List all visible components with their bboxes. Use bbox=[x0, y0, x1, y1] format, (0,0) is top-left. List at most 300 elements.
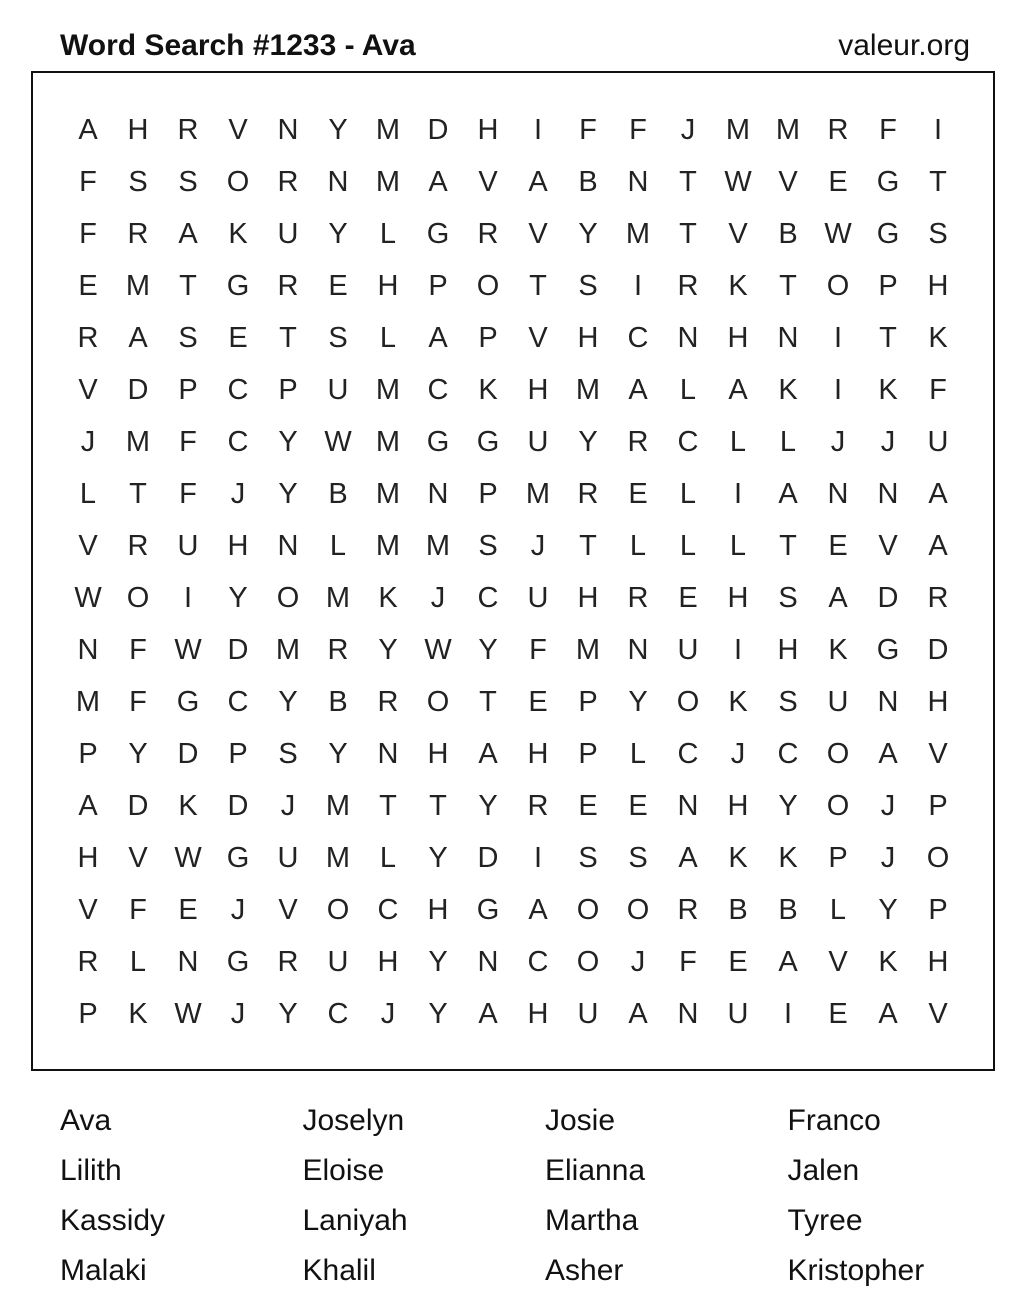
grid-letter[interactable]: P bbox=[928, 894, 948, 926]
grid-letter[interactable]: R bbox=[177, 114, 199, 146]
grid-letter[interactable]: F bbox=[579, 114, 597, 146]
grid-letter[interactable]: T bbox=[429, 790, 447, 822]
grid-letter[interactable]: A bbox=[528, 894, 548, 926]
grid-letter[interactable]: U bbox=[327, 946, 349, 978]
grid-letter[interactable]: W bbox=[74, 582, 102, 614]
grid-letter[interactable]: H bbox=[227, 530, 249, 562]
grid-letter[interactable]: L bbox=[79, 478, 97, 510]
grid-letter[interactable]: M bbox=[325, 842, 351, 874]
grid-letter[interactable]: L bbox=[329, 530, 347, 562]
grid-letter[interactable]: H bbox=[577, 322, 599, 354]
grid-letter[interactable]: Y bbox=[428, 842, 448, 874]
grid-letter[interactable]: Y bbox=[128, 738, 148, 770]
grid-letter[interactable]: P bbox=[578, 738, 598, 770]
grid-letter[interactable]: N bbox=[427, 478, 449, 510]
grid-letter[interactable]: Y bbox=[278, 998, 298, 1030]
grid-letter[interactable]: L bbox=[729, 530, 747, 562]
grid-letter[interactable]: W bbox=[174, 634, 202, 666]
grid-letter[interactable]: G bbox=[226, 946, 250, 978]
grid-letter[interactable]: M bbox=[375, 166, 401, 198]
grid-letter[interactable]: O bbox=[326, 894, 350, 926]
grid-letter[interactable]: H bbox=[527, 738, 549, 770]
grid-letter[interactable]: N bbox=[677, 322, 699, 354]
grid-letter[interactable]: A bbox=[778, 478, 798, 510]
grid-letter[interactable]: N bbox=[477, 946, 499, 978]
grid-letter[interactable]: M bbox=[575, 374, 601, 406]
grid-letter[interactable]: V bbox=[128, 842, 148, 874]
grid-letter[interactable]: R bbox=[927, 582, 949, 614]
grid-letter[interactable]: H bbox=[727, 790, 749, 822]
grid-letter[interactable]: P bbox=[478, 478, 498, 510]
grid-letter[interactable]: Y bbox=[328, 114, 348, 146]
grid-letter[interactable]: W bbox=[724, 166, 752, 198]
grid-letter[interactable]: O bbox=[126, 582, 150, 614]
grid-letter[interactable]: V bbox=[928, 998, 948, 1030]
grid-letter[interactable]: P bbox=[78, 738, 98, 770]
grid-letter[interactable]: W bbox=[174, 998, 202, 1030]
grid-letter[interactable]: Y bbox=[228, 582, 248, 614]
grid-letter[interactable]: G bbox=[176, 686, 200, 718]
grid-letter[interactable]: G bbox=[876, 218, 900, 250]
grid-letter[interactable]: V bbox=[778, 166, 798, 198]
grid-letter[interactable]: H bbox=[127, 114, 149, 146]
grid-letter[interactable]: N bbox=[277, 530, 299, 562]
grid-letter[interactable]: T bbox=[779, 270, 797, 302]
grid-letter[interactable]: N bbox=[327, 166, 349, 198]
grid-letter[interactable]: J bbox=[230, 998, 246, 1030]
grid-letter[interactable]: S bbox=[478, 530, 498, 562]
grid-letter[interactable]: C bbox=[777, 738, 799, 770]
grid-letter[interactable]: K bbox=[878, 374, 898, 406]
grid-letter[interactable]: V bbox=[928, 738, 948, 770]
grid-letter[interactable]: D bbox=[227, 790, 249, 822]
grid-letter[interactable]: A bbox=[78, 790, 98, 822]
grid-letter[interactable]: Y bbox=[478, 634, 498, 666]
grid-letter[interactable]: S bbox=[328, 322, 348, 354]
grid-letter[interactable]: H bbox=[427, 738, 449, 770]
grid-letter[interactable]: A bbox=[128, 322, 148, 354]
grid-letter[interactable]: H bbox=[77, 842, 99, 874]
grid-letter[interactable]: A bbox=[928, 478, 948, 510]
grid-letter[interactable]: U bbox=[327, 374, 349, 406]
grid-letter[interactable]: H bbox=[777, 634, 799, 666]
grid-letter[interactable]: K bbox=[778, 842, 798, 874]
grid-letter[interactable]: V bbox=[728, 218, 748, 250]
grid-letter[interactable]: E bbox=[628, 790, 648, 822]
grid-letter[interactable]: R bbox=[527, 790, 549, 822]
grid-letter[interactable]: C bbox=[427, 374, 449, 406]
grid-letter[interactable]: U bbox=[527, 582, 549, 614]
grid-letter[interactable]: S bbox=[578, 270, 598, 302]
grid-letter[interactable]: E bbox=[828, 166, 848, 198]
grid-letter[interactable]: A bbox=[878, 738, 898, 770]
grid-letter[interactable]: V bbox=[528, 322, 548, 354]
grid-letter[interactable]: B bbox=[328, 478, 348, 510]
grid-letter[interactable]: T bbox=[879, 322, 897, 354]
grid-letter[interactable]: C bbox=[227, 426, 249, 458]
grid-letter[interactable]: T bbox=[529, 270, 547, 302]
grid-letter[interactable]: S bbox=[778, 686, 798, 718]
grid-letter[interactable]: B bbox=[578, 166, 598, 198]
grid-letter[interactable]: R bbox=[77, 946, 99, 978]
grid-letter[interactable]: E bbox=[578, 790, 598, 822]
grid-letter[interactable]: R bbox=[677, 894, 699, 926]
grid-letter[interactable]: E bbox=[228, 322, 248, 354]
grid-letter[interactable]: U bbox=[727, 998, 749, 1030]
grid-letter[interactable]: V bbox=[278, 894, 298, 926]
grid-letter[interactable]: N bbox=[677, 998, 699, 1030]
grid-letter[interactable]: J bbox=[530, 530, 546, 562]
grid-letter[interactable]: L bbox=[679, 530, 697, 562]
grid-letter[interactable]: I bbox=[533, 842, 543, 874]
grid-letter[interactable]: D bbox=[427, 114, 449, 146]
grid-letter[interactable]: G bbox=[476, 426, 500, 458]
grid-letter[interactable]: N bbox=[677, 790, 699, 822]
grid-letter[interactable]: R bbox=[827, 114, 849, 146]
grid-letter[interactable]: G bbox=[426, 426, 450, 458]
grid-letter[interactable]: D bbox=[927, 634, 949, 666]
grid-letter[interactable]: D bbox=[877, 582, 899, 614]
grid-letter[interactable]: A bbox=[828, 582, 848, 614]
grid-letter[interactable]: B bbox=[328, 686, 348, 718]
grid-letter[interactable]: H bbox=[727, 322, 749, 354]
grid-letter[interactable]: T bbox=[129, 478, 147, 510]
grid-letter[interactable]: M bbox=[125, 426, 151, 458]
grid-letter[interactable]: J bbox=[880, 842, 896, 874]
grid-letter[interactable]: U bbox=[677, 634, 699, 666]
grid-letter[interactable]: H bbox=[377, 270, 399, 302]
grid-letter[interactable]: A bbox=[428, 322, 448, 354]
grid-letter[interactable]: F bbox=[879, 114, 897, 146]
grid-letter[interactable]: Y bbox=[278, 478, 298, 510]
grid-letter[interactable]: H bbox=[727, 582, 749, 614]
grid-letter[interactable]: J bbox=[430, 582, 446, 614]
grid-letter[interactable]: J bbox=[80, 426, 96, 458]
grid-letter[interactable]: H bbox=[527, 374, 549, 406]
grid-letter[interactable]: O bbox=[426, 686, 450, 718]
grid-letter[interactable]: G bbox=[226, 842, 250, 874]
grid-letter[interactable]: A bbox=[778, 946, 798, 978]
grid-letter[interactable]: F bbox=[79, 166, 97, 198]
grid-letter[interactable]: R bbox=[277, 166, 299, 198]
grid-letter[interactable]: N bbox=[627, 634, 649, 666]
grid-letter[interactable]: M bbox=[625, 218, 651, 250]
grid-letter[interactable]: L bbox=[779, 426, 797, 458]
grid-letter[interactable]: J bbox=[280, 790, 296, 822]
grid-letter[interactable]: A bbox=[478, 998, 498, 1030]
grid-letter[interactable]: L bbox=[729, 426, 747, 458]
grid-letter[interactable]: U bbox=[527, 426, 549, 458]
grid-letter[interactable]: V bbox=[78, 530, 98, 562]
grid-letter[interactable]: P bbox=[278, 374, 298, 406]
grid-letter[interactable]: K bbox=[828, 634, 848, 666]
grid-letter[interactable]: M bbox=[325, 582, 351, 614]
grid-letter[interactable]: P bbox=[928, 790, 948, 822]
grid-letter[interactable]: T bbox=[379, 790, 397, 822]
grid-letter[interactable]: M bbox=[775, 114, 801, 146]
grid-letter[interactable]: Y bbox=[428, 946, 448, 978]
grid-letter[interactable]: M bbox=[325, 790, 351, 822]
grid-letter[interactable]: E bbox=[78, 270, 98, 302]
grid-letter[interactable]: L bbox=[379, 218, 397, 250]
grid-letter[interactable]: N bbox=[177, 946, 199, 978]
grid-letter[interactable]: N bbox=[377, 738, 399, 770]
grid-letter[interactable]: S bbox=[128, 166, 148, 198]
grid-letter[interactable]: O bbox=[226, 166, 250, 198]
grid-letter[interactable]: I bbox=[733, 478, 743, 510]
grid-letter[interactable]: O bbox=[276, 582, 300, 614]
grid-letter[interactable]: A bbox=[628, 374, 648, 406]
grid-letter[interactable]: A bbox=[928, 530, 948, 562]
grid-letter[interactable]: T bbox=[579, 530, 597, 562]
grid-letter[interactable]: Y bbox=[278, 686, 298, 718]
grid-letter[interactable]: I bbox=[783, 998, 793, 1030]
grid-letter[interactable]: C bbox=[477, 582, 499, 614]
grid-letter[interactable]: N bbox=[627, 166, 649, 198]
grid-letter[interactable]: P bbox=[578, 686, 598, 718]
grid-letter[interactable]: H bbox=[427, 894, 449, 926]
grid-letter[interactable]: K bbox=[378, 582, 398, 614]
grid-letter[interactable]: W bbox=[174, 842, 202, 874]
grid-letter[interactable]: A bbox=[878, 998, 898, 1030]
grid-letter[interactable]: H bbox=[927, 946, 949, 978]
grid-letter[interactable]: E bbox=[528, 686, 548, 718]
grid-letter[interactable]: R bbox=[577, 478, 599, 510]
grid-letter[interactable]: F bbox=[129, 686, 147, 718]
grid-letter[interactable]: V bbox=[228, 114, 248, 146]
grid-letter[interactable]: R bbox=[277, 946, 299, 978]
grid-letter[interactable]: Y bbox=[578, 426, 598, 458]
grid-letter[interactable]: U bbox=[277, 842, 299, 874]
grid-letter[interactable]: L bbox=[679, 478, 697, 510]
grid-letter[interactable]: J bbox=[830, 426, 846, 458]
grid-letter[interactable]: Y bbox=[378, 634, 398, 666]
grid-letter[interactable]: A bbox=[628, 998, 648, 1030]
grid-letter[interactable]: S bbox=[578, 842, 598, 874]
grid-letter[interactable]: A bbox=[528, 166, 548, 198]
grid-letter[interactable]: U bbox=[927, 426, 949, 458]
grid-letter[interactable]: H bbox=[527, 998, 549, 1030]
grid-letter[interactable]: M bbox=[375, 478, 401, 510]
grid-letter[interactable]: O bbox=[476, 270, 500, 302]
grid-letter[interactable]: F bbox=[129, 634, 147, 666]
grid-letter[interactable]: P bbox=[428, 270, 448, 302]
grid-letter[interactable]: I bbox=[733, 634, 743, 666]
grid-letter[interactable]: T bbox=[779, 530, 797, 562]
grid-letter[interactable]: B bbox=[778, 218, 798, 250]
grid-letter[interactable]: P bbox=[78, 998, 98, 1030]
grid-letter[interactable]: E bbox=[328, 270, 348, 302]
grid-letter[interactable]: F bbox=[679, 946, 697, 978]
grid-letter[interactable]: Y bbox=[628, 686, 648, 718]
grid-letter[interactable]: G bbox=[876, 634, 900, 666]
grid-letter[interactable]: V bbox=[78, 374, 98, 406]
grid-letter[interactable]: R bbox=[127, 218, 149, 250]
grid-letter[interactable]: U bbox=[577, 998, 599, 1030]
grid-letter[interactable]: I bbox=[833, 322, 843, 354]
grid-letter[interactable]: N bbox=[777, 322, 799, 354]
grid-letter[interactable]: O bbox=[926, 842, 950, 874]
grid-letter[interactable]: L bbox=[629, 530, 647, 562]
grid-letter[interactable]: D bbox=[177, 738, 199, 770]
grid-letter[interactable]: Y bbox=[578, 218, 598, 250]
grid-letter[interactable]: N bbox=[877, 686, 899, 718]
grid-letter[interactable]: A bbox=[678, 842, 698, 874]
grid-letter[interactable]: E bbox=[678, 582, 698, 614]
grid-letter[interactable]: R bbox=[627, 426, 649, 458]
grid-letter[interactable]: U bbox=[827, 686, 849, 718]
grid-letter[interactable]: F bbox=[529, 634, 547, 666]
grid-letter[interactable]: J bbox=[630, 946, 646, 978]
grid-letter[interactable]: K bbox=[178, 790, 198, 822]
grid-letter[interactable]: M bbox=[125, 270, 151, 302]
grid-letter[interactable]: O bbox=[576, 946, 600, 978]
grid-letter[interactable]: N bbox=[277, 114, 299, 146]
grid-letter[interactable]: M bbox=[725, 114, 751, 146]
grid-letter[interactable]: S bbox=[628, 842, 648, 874]
grid-letter[interactable]: A bbox=[478, 738, 498, 770]
grid-letter[interactable]: R bbox=[627, 582, 649, 614]
grid-letter[interactable]: M bbox=[375, 114, 401, 146]
grid-letter[interactable]: F bbox=[179, 478, 197, 510]
grid-letter[interactable]: Y bbox=[278, 426, 298, 458]
grid-letter[interactable]: C bbox=[677, 738, 699, 770]
grid-letter[interactable]: D bbox=[477, 842, 499, 874]
grid-letter[interactable]: V bbox=[78, 894, 98, 926]
grid-letter[interactable]: E bbox=[828, 998, 848, 1030]
grid-letter[interactable]: T bbox=[179, 270, 197, 302]
grid-letter[interactable]: Y bbox=[328, 738, 348, 770]
grid-letter[interactable]: V bbox=[828, 946, 848, 978]
grid-letter[interactable]: I bbox=[533, 114, 543, 146]
grid-letter[interactable]: S bbox=[178, 166, 198, 198]
grid-letter[interactable]: T bbox=[679, 218, 697, 250]
grid-letter[interactable]: Y bbox=[878, 894, 898, 926]
grid-letter[interactable]: K bbox=[228, 218, 248, 250]
grid-letter[interactable]: O bbox=[576, 894, 600, 926]
grid-letter[interactable]: H bbox=[927, 686, 949, 718]
grid-letter[interactable]: A bbox=[78, 114, 98, 146]
grid-letter[interactable]: Y bbox=[328, 218, 348, 250]
grid-letter[interactable]: D bbox=[127, 374, 149, 406]
grid-letter[interactable]: Y bbox=[778, 790, 798, 822]
grid-letter[interactable]: W bbox=[424, 634, 452, 666]
grid-letter[interactable]: T bbox=[929, 166, 947, 198]
grid-letter[interactable]: T bbox=[479, 686, 497, 718]
grid-letter[interactable]: V bbox=[878, 530, 898, 562]
grid-letter[interactable]: W bbox=[324, 426, 352, 458]
grid-letter[interactable]: N bbox=[827, 478, 849, 510]
grid-letter[interactable]: S bbox=[178, 322, 198, 354]
grid-letter[interactable]: S bbox=[928, 218, 948, 250]
grid-letter[interactable]: J bbox=[880, 426, 896, 458]
grid-letter[interactable]: K bbox=[478, 374, 498, 406]
grid-letter[interactable]: F bbox=[79, 218, 97, 250]
grid-letter[interactable]: J bbox=[730, 738, 746, 770]
grid-letter[interactable]: E bbox=[728, 946, 748, 978]
grid-letter[interactable]: R bbox=[77, 322, 99, 354]
grid-letter[interactable]: C bbox=[377, 894, 399, 926]
grid-letter[interactable]: K bbox=[728, 842, 748, 874]
grid-letter[interactable]: R bbox=[377, 686, 399, 718]
grid-letter[interactable]: K bbox=[878, 946, 898, 978]
grid-letter[interactable]: N bbox=[877, 478, 899, 510]
grid-letter[interactable]: B bbox=[728, 894, 748, 926]
grid-letter[interactable]: M bbox=[375, 426, 401, 458]
grid-letter[interactable]: F bbox=[129, 894, 147, 926]
grid-letter[interactable]: O bbox=[626, 894, 650, 926]
grid-letter[interactable]: P bbox=[828, 842, 848, 874]
grid-letter[interactable]: L bbox=[829, 894, 847, 926]
grid-letter[interactable]: R bbox=[277, 270, 299, 302]
grid-letter[interactable]: G bbox=[876, 166, 900, 198]
grid-letter[interactable]: F bbox=[929, 374, 947, 406]
grid-letter[interactable]: Y bbox=[478, 790, 498, 822]
grid-letter[interactable]: L bbox=[379, 842, 397, 874]
grid-letter[interactable]: E bbox=[628, 478, 648, 510]
grid-letter[interactable]: T bbox=[679, 166, 697, 198]
grid-letter[interactable]: F bbox=[629, 114, 647, 146]
grid-letter[interactable]: Y bbox=[428, 998, 448, 1030]
grid-letter[interactable]: S bbox=[778, 582, 798, 614]
grid-letter[interactable]: T bbox=[279, 322, 297, 354]
grid-letter[interactable]: F bbox=[179, 426, 197, 458]
grid-letter[interactable]: H bbox=[477, 114, 499, 146]
grid-letter[interactable]: K bbox=[728, 686, 748, 718]
grid-letter[interactable]: H bbox=[377, 946, 399, 978]
grid-letter[interactable]: U bbox=[277, 218, 299, 250]
grid-letter[interactable]: E bbox=[828, 530, 848, 562]
grid-letter[interactable]: P bbox=[178, 374, 198, 406]
grid-letter[interactable]: J bbox=[230, 894, 246, 926]
grid-letter[interactable]: K bbox=[128, 998, 148, 1030]
grid-letter[interactable]: R bbox=[477, 218, 499, 250]
grid-letter[interactable]: A bbox=[728, 374, 748, 406]
grid-letter[interactable]: C bbox=[327, 998, 349, 1030]
grid-letter[interactable]: M bbox=[375, 374, 401, 406]
grid-letter[interactable]: R bbox=[677, 270, 699, 302]
grid-letter[interactable]: S bbox=[278, 738, 298, 770]
grid-letter[interactable]: P bbox=[228, 738, 248, 770]
grid-letter[interactable]: V bbox=[478, 166, 498, 198]
grid-letter[interactable]: O bbox=[826, 738, 850, 770]
grid-letter[interactable]: D bbox=[227, 634, 249, 666]
grid-letter[interactable]: J bbox=[230, 478, 246, 510]
grid-letter[interactable]: H bbox=[577, 582, 599, 614]
grid-letter[interactable]: P bbox=[878, 270, 898, 302]
grid-letter[interactable]: O bbox=[826, 790, 850, 822]
grid-letter[interactable]: M bbox=[525, 478, 551, 510]
grid-letter[interactable]: L bbox=[379, 322, 397, 354]
grid-letter[interactable]: K bbox=[928, 322, 948, 354]
grid-letter[interactable]: A bbox=[428, 166, 448, 198]
grid-letter[interactable]: I bbox=[183, 582, 193, 614]
grid-letter[interactable]: G bbox=[226, 270, 250, 302]
grid-letter[interactable]: O bbox=[676, 686, 700, 718]
grid-letter[interactable]: J bbox=[880, 790, 896, 822]
grid-letter[interactable]: R bbox=[127, 530, 149, 562]
grid-letter[interactable]: B bbox=[778, 894, 798, 926]
grid-letter[interactable]: R bbox=[327, 634, 349, 666]
grid-letter[interactable]: L bbox=[629, 738, 647, 770]
grid-letter[interactable]: A bbox=[178, 218, 198, 250]
grid-letter[interactable]: D bbox=[127, 790, 149, 822]
grid-letter[interactable]: G bbox=[476, 894, 500, 926]
grid-letter[interactable]: C bbox=[227, 686, 249, 718]
grid-letter[interactable]: L bbox=[679, 374, 697, 406]
grid-letter[interactable]: C bbox=[227, 374, 249, 406]
grid-letter[interactable]: P bbox=[478, 322, 498, 354]
